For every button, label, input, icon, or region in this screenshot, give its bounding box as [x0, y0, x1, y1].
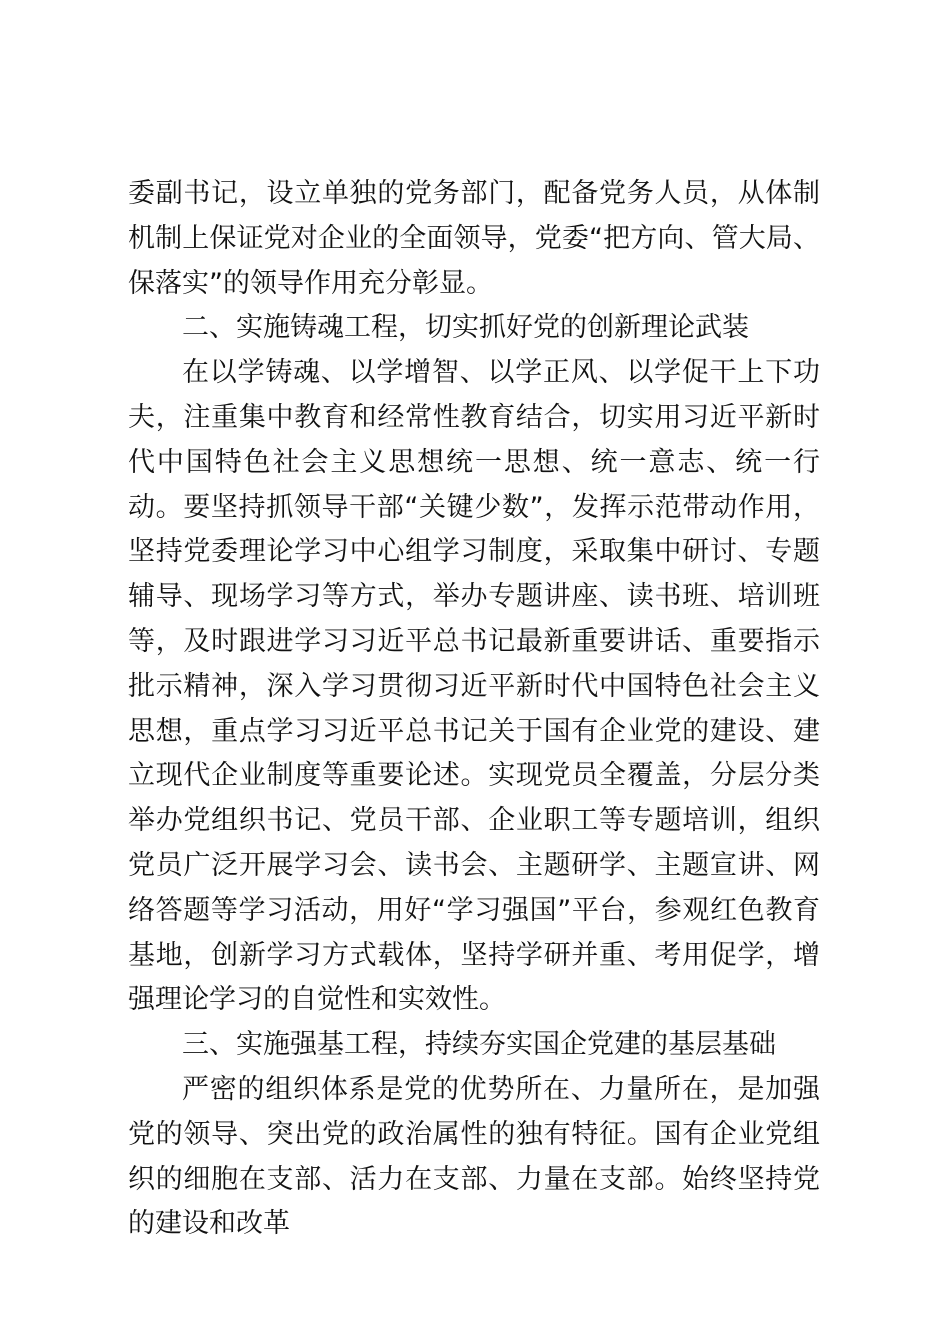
paragraph-section-2: 在以学铸魂、以学增智、以学正风、以学促干上下功夫，注重集中教育和经常性教育结合，切实用习近平新时代中国特色社会主义思想统一思想、统一意志、统一行动。要坚持抓领导干部“关键少数”，发挥示范带动作用，坚持党委理论学习中心组学习制度，采取集中研讨、专题辅导、现场学习等方式，举办专题讲座、读书班、培训班等，及时跟进学习习近平总书记最新重要讲话、重要指示批示精神，深入学习贯彻习近平新时代中国特色社会主义思想，重点学习习近平总书记关于国有企业党的建设、建立现代企业制度等重要论述。实现党员全覆盖，分层分类举办党组织书记、党员干部、企业职工等专题培训，组织党员广泛开展学习会、读书会、主题研学、主题宣讲、网络答题等学习活动，用好“学习强国”平台，参观红色教育基地，创新学习方式载体，坚持学研并重、考用促学，增强理论学习的自觉性和实效性。	[128, 357, 820, 1016]
section-heading-3: 三、实施强基工程，持续夯实国企党建的基层基础	[182, 1029, 776, 1061]
paragraph-section-3: 严密的组织体系是党的优势所在、力量所在，是加强党的领导、突出党的政治属性的独有特征。国有企业党组织的细胞在支部、活力在支部、力量在支部。始终坚持党的建设和改革	[128, 1073, 820, 1240]
paragraph-continuation: 委副书记，设立单独的党务部门，配备党务人员，从体制机制上保证党对企业的全面领导，党委“把方向、管大局、保落实”的领导作用充分彰显。	[128, 178, 820, 299]
document-body	[128, 172, 820, 1247]
section-heading-2: 二、实施铸魂工程，切实抓好党的创新理论武装	[182, 312, 749, 344]
